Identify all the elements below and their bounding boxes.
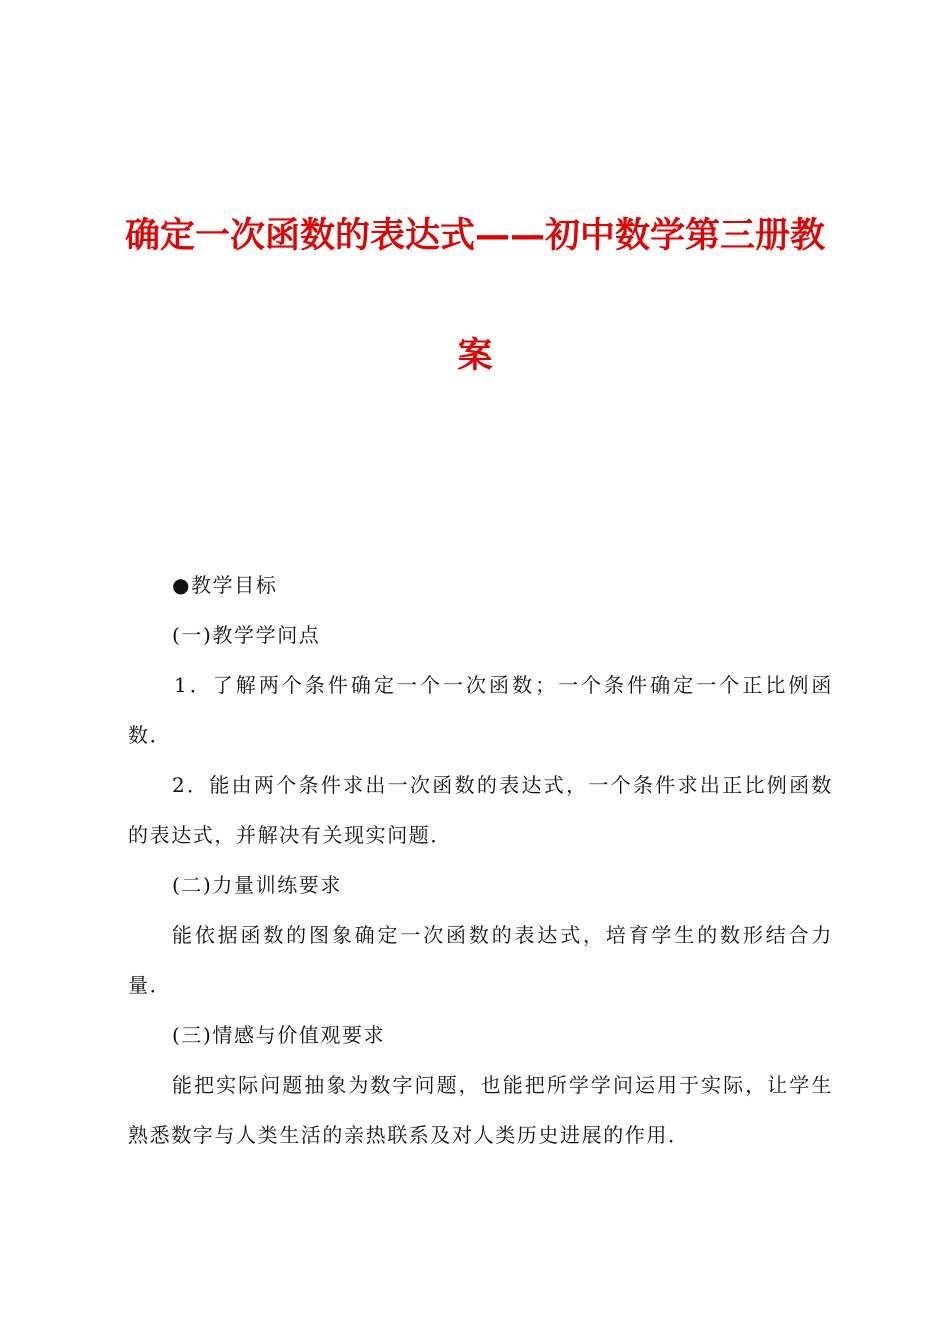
subsection-heading-knowledge: (一)教学学问点 [172, 623, 321, 647]
section-heading-teaching-goals: ●教学目标 [172, 573, 278, 597]
document-title-line-2: 案 [457, 336, 493, 376]
paragraph-item-2: 2．能由两个条件求出一次函数的表达式，一个条件求出正比例函数的表达式，并解决有关现实问题． [128, 773, 833, 847]
paragraph-ability: 能依据函数的图象确定一次函数的表达式，培育学生的数形结合力量． [128, 923, 833, 997]
paragraph-item-1: 1．了解两个条件确定一个一次函数；一个条件确定一个正比例函数． [128, 673, 833, 747]
paragraph-emotion-values: 能把实际问题抽象为数字问题，也能把所学学问运用于实际，让学生熟悉数字与人类生活的亲热联系及对人类历史进展的作用． [128, 1073, 833, 1147]
subsection-heading-ability: (二)力量训练要求 [172, 873, 343, 897]
document-title-line-1: 确定一次函数的表达式——初中数学第三册教 [124, 216, 825, 256]
subsection-heading-emotion-values: (三)情感与价值观要求 [172, 1023, 386, 1047]
document-body [128, 560, 833, 1160]
